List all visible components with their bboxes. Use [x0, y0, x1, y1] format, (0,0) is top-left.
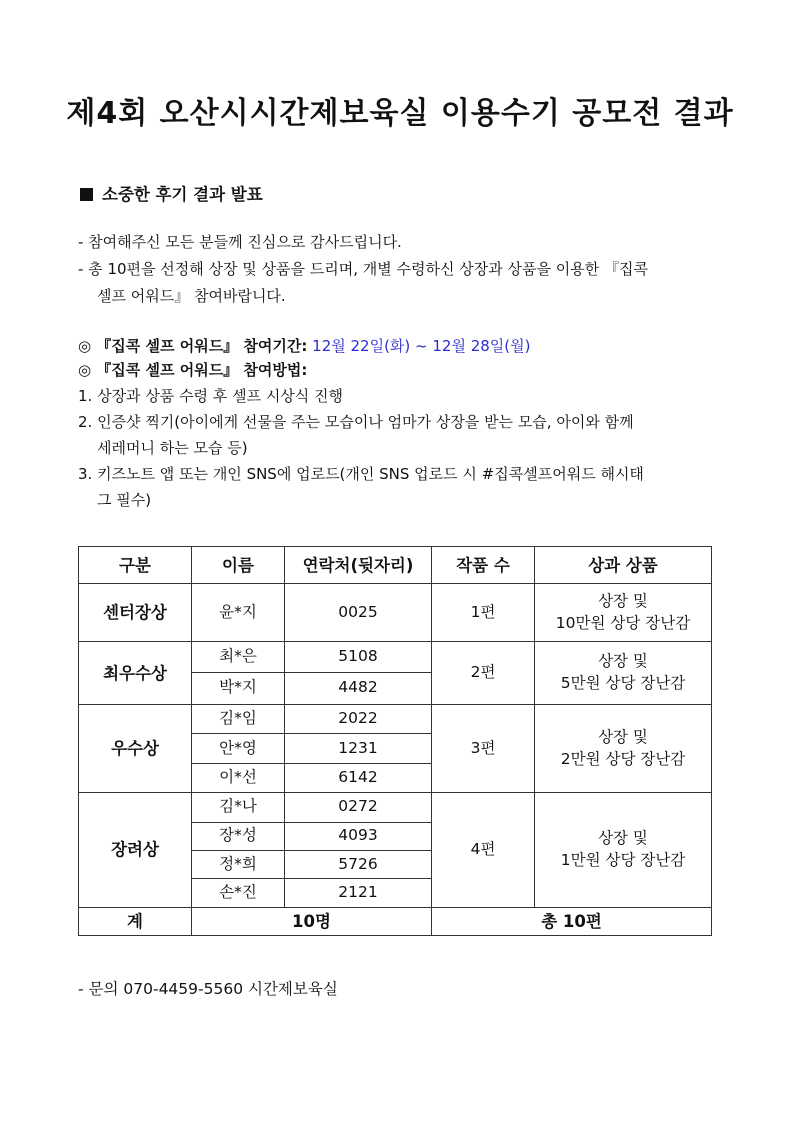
prize-line: 상장 및 — [598, 592, 648, 611]
step-line: 1. 상장과 상품 수령 후 셀프 시상식 진행 — [78, 387, 344, 405]
winner-phone: 5108 — [285, 642, 432, 672]
winner-name: 김*나 — [192, 793, 285, 822]
intro-line: - 참여해주신 모든 분들께 진심으로 감사드립니다. — [78, 233, 402, 251]
prize-cell — [535, 642, 712, 705]
winner-phone: 0272 — [285, 793, 432, 822]
prize-line: 1만원 상당 장난감 — [560, 850, 686, 869]
header-phone: 연락처(뒷자리) — [285, 547, 432, 584]
period-label: ◎ 『집콕 셀프 어워드』 참여기간: — [78, 337, 308, 355]
step-line: 세레머니 하는 모습 등) — [97, 439, 248, 457]
document-title: 제4회 오산시시간제보육실 이용수기 공모전 결과 — [66, 96, 734, 131]
section-heading — [80, 181, 263, 205]
winner-name: 장*성 — [192, 822, 285, 850]
winner-phone: 1231 — [285, 734, 432, 763]
winner-name: 최*은 — [192, 642, 285, 672]
prize-line: 5만원 상당 장난감 — [560, 674, 686, 693]
period-value: 12월 22일(화) ~ 12월 28일(월) — [312, 337, 531, 355]
prize-line: 2만원 상당 장난감 — [560, 749, 686, 768]
total-people: 10명 — [192, 907, 432, 935]
step-line: 3. 키즈노트 앱 또는 개인 SNS에 업로드(개인 SNS 업로드 시 #집콕셀프어워드 해시태 — [78, 465, 644, 483]
square-bullet-icon — [80, 188, 93, 201]
total-works: 총 10편 — [432, 907, 712, 935]
header-name: 이름 — [192, 547, 285, 584]
prize-cell — [535, 705, 712, 793]
winner-phone: 4482 — [285, 672, 432, 704]
work-count: 3편 — [432, 705, 535, 793]
method-label: ◎ 『집콕 셀프 어워드』 참여방법: — [78, 361, 308, 379]
work-count: 4편 — [432, 793, 535, 907]
prize-line: 상장 및 — [598, 829, 648, 848]
prize-line: 10만원 상당 장난감 — [555, 613, 691, 632]
award-category: 센터장상 — [79, 584, 192, 642]
award-category: 최우수상 — [79, 642, 192, 705]
table-row — [79, 705, 712, 734]
step-line: 2. 인증샷 찍기(아이에게 선물을 주는 모습이나 엄마가 상장을 받는 모습, 아이와 함께 — [78, 413, 634, 431]
table-row — [79, 642, 712, 672]
work-count: 1편 — [432, 584, 535, 642]
winner-name: 이*선 — [192, 763, 285, 792]
winner-phone: 2022 — [285, 705, 432, 734]
winner-name: 정*희 — [192, 850, 285, 878]
table-header-row — [79, 547, 712, 584]
work-count: 2편 — [432, 642, 535, 705]
header-count: 작품 수 — [432, 547, 535, 584]
prize-cell — [535, 793, 712, 907]
prize-cell — [535, 584, 712, 642]
winner-name: 손*진 — [192, 879, 285, 907]
winner-name: 김*임 — [192, 705, 285, 734]
contact-footer: - 문의 070-4459-5560 시간제보육실 — [78, 980, 338, 998]
winner-phone: 0025 — [285, 584, 432, 642]
table-row — [79, 793, 712, 822]
winner-phone: 6142 — [285, 763, 432, 792]
header-prize: 상과 상품 — [535, 547, 712, 584]
award-category: 우수상 — [79, 705, 192, 793]
table-total-row — [79, 907, 712, 935]
award-category: 장려상 — [79, 793, 192, 907]
total-label: 계 — [79, 907, 192, 935]
winner-name: 윤*지 — [192, 584, 285, 642]
intro-line: - 총 10편을 선정해 상장 및 상품을 드리며, 개별 수령하신 상장과 상품을 이용한 『집콕 — [78, 260, 648, 278]
header-category: 구분 — [79, 547, 192, 584]
prize-line: 상장 및 — [598, 727, 648, 746]
winner-phone: 2121 — [285, 879, 432, 907]
winner-name: 박*지 — [192, 672, 285, 704]
step-line: 그 필수) — [97, 491, 152, 509]
winner-phone: 4093 — [285, 822, 432, 850]
period-line — [78, 335, 531, 356]
winner-phone: 5726 — [285, 850, 432, 878]
table-row — [79, 584, 712, 642]
intro-line: 셀프 어워드』 참여바랍니다. — [97, 287, 286, 305]
winner-name: 안*영 — [192, 734, 285, 763]
prize-line: 상장 및 — [598, 652, 648, 671]
section-heading-text: 소중한 후기 결과 발표 — [102, 185, 263, 204]
results-table — [78, 546, 712, 936]
